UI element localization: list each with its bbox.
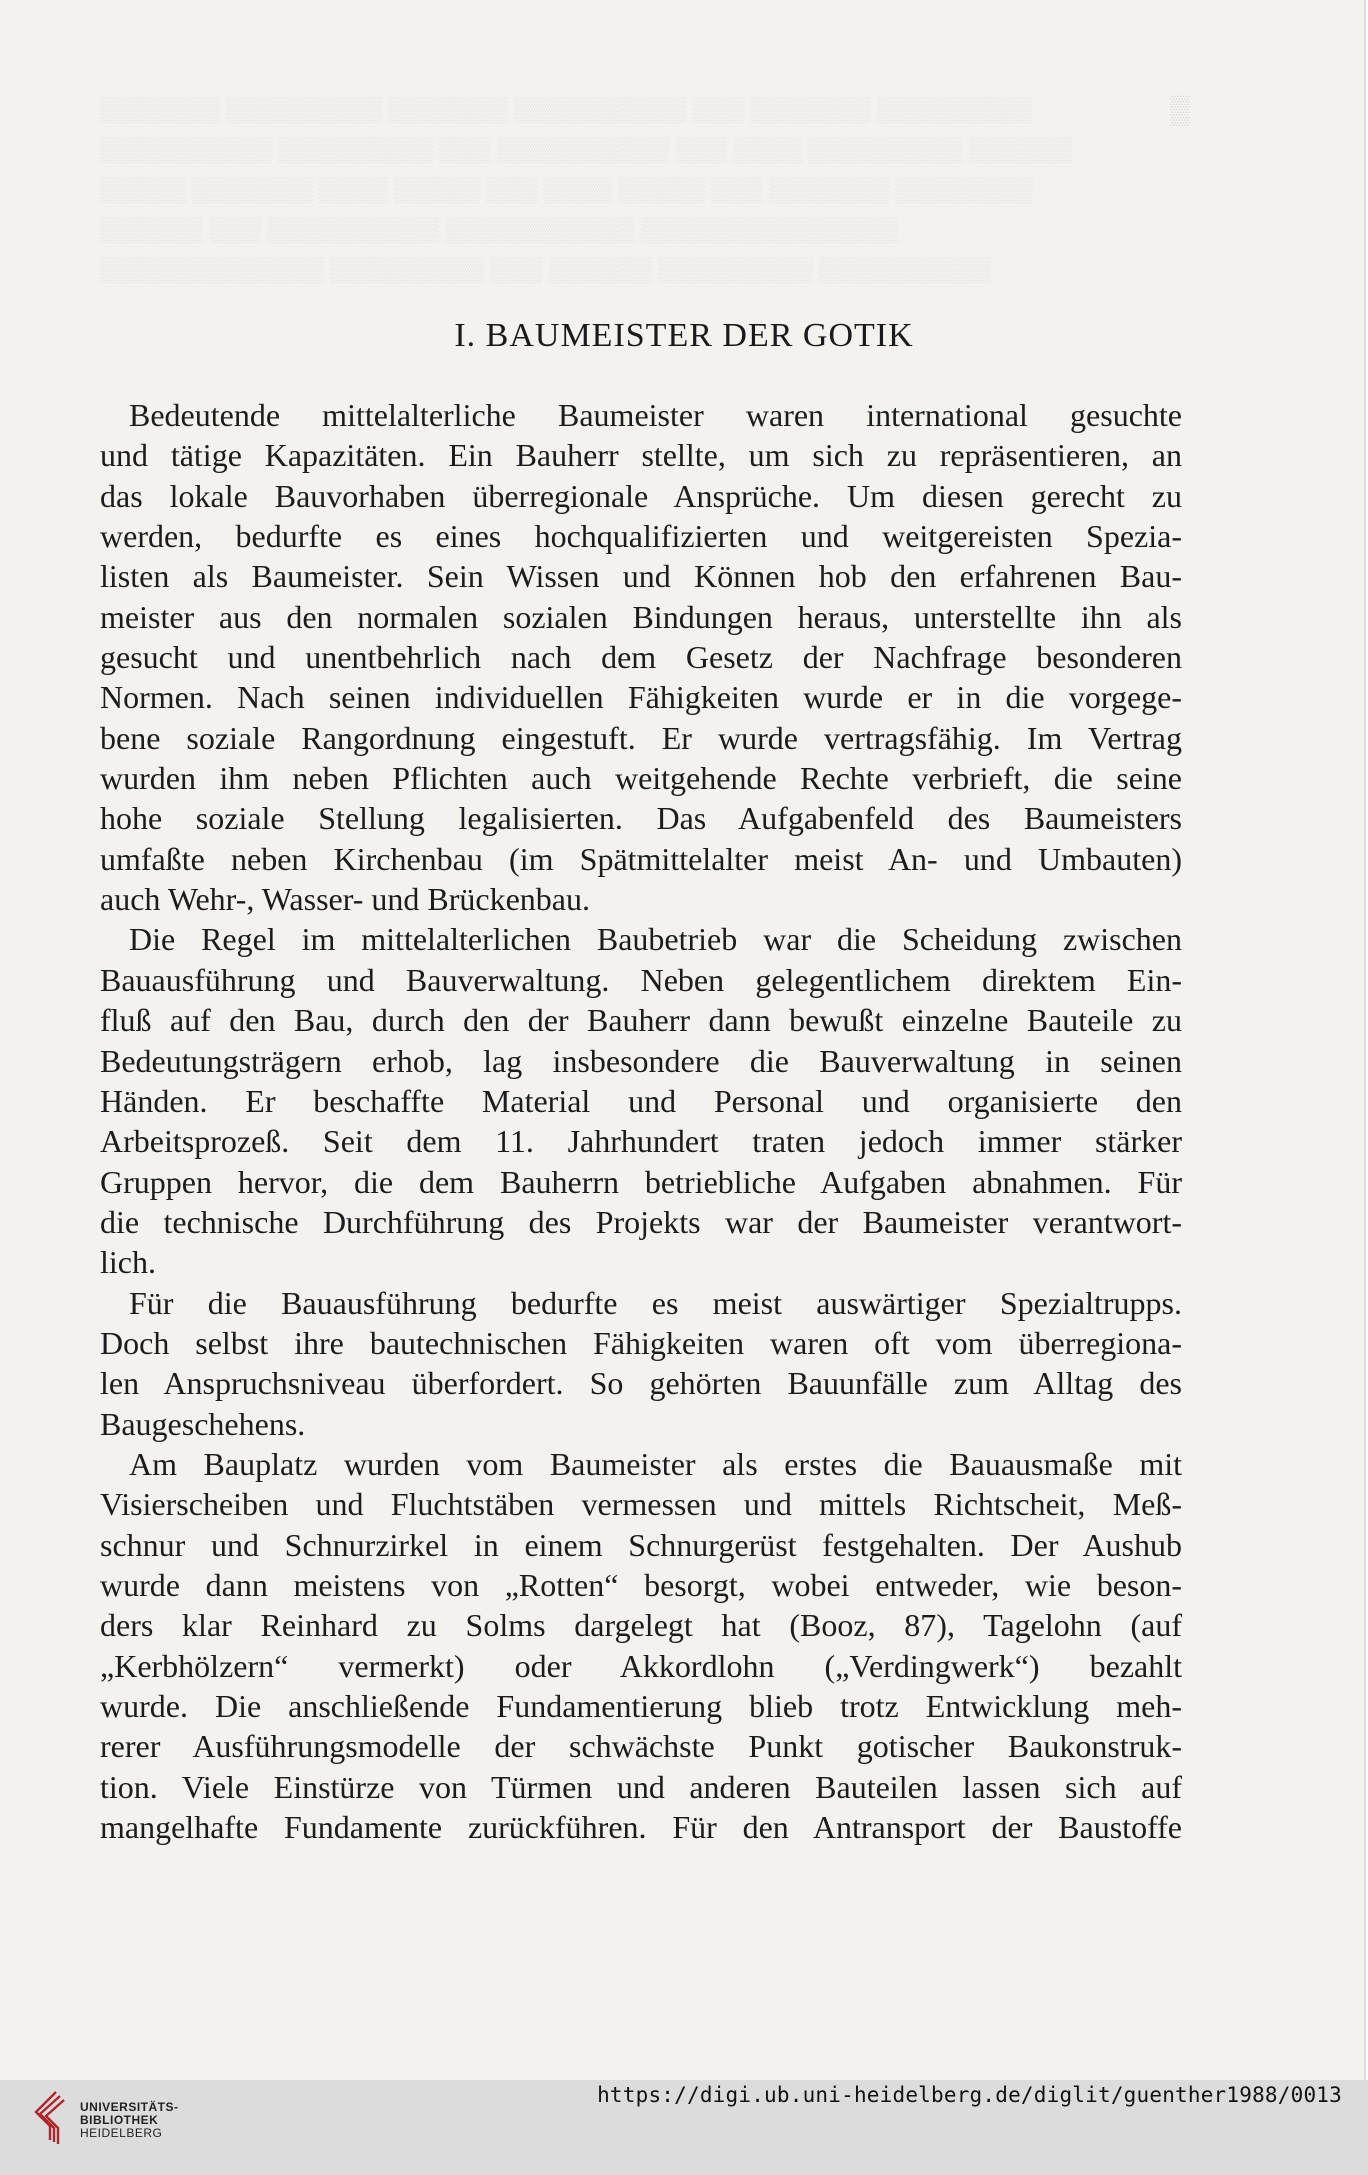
text-line: meister aus den normalen sozialen Bindungen heraus, unterstellte ihn als <box>100 598 1182 635</box>
library-logo-icon <box>30 2082 74 2154</box>
show-through-page-number: ▒ <box>1170 95 1190 126</box>
text-line: tion. Viele Einstürze von Türmen und anderen Bauteilen lassen sich auf <box>100 1768 1182 1805</box>
text-line: Bedeutungsträgern erhob, lag insbesondere die Bauverwaltung in seinen <box>100 1042 1182 1079</box>
text-line: Bedeutende mittelalterliche Baumeister waren international gesuchte <box>129 397 1182 433</box>
text-line: wurde. Die anschließende Fundamentierung blieb trotz Entwicklung meh- <box>100 1688 1182 1724</box>
library-name-line2: BIBLIOTHEK <box>80 2113 159 2127</box>
text-line: len Anspruchsniveau überfordert. So gehörten Bauunfälle zum Alltag des <box>100 1365 1182 1402</box>
text-line: wurden ihm neben Pflichten auch weitgehende Rechte verbrieft, die seine <box>100 760 1182 797</box>
text-line: Gruppen hervor, die dem Bauherrn betriebliche Aufgaben abnahmen. Für <box>100 1163 1182 1200</box>
text-line: „Kerbhölzern“ vermerkt) oder Akkordlohn („Verdingwerk“) bezahlt <box>100 1647 1182 1684</box>
body-text <box>100 395 1182 1847</box>
source-url-link[interactable]: https://digi.ub.uni-heidelberg.de/diglit/guenther1988/0013 <box>597 2083 1342 2107</box>
text-line: Am Bauplatz wurden vom Baumeister als erstes die Bauausmaße mit <box>129 1445 1182 1482</box>
text-line: bene soziale Rangordnung eingestuft. Er wurde vertragsfähig. Im Vertrag <box>100 719 1182 756</box>
library-name <box>80 2101 179 2140</box>
text-line: Normen. Nach seinen individuellen Fähigkeiten wurde er in die vorgege- <box>100 679 1182 716</box>
text-line: listen als Baumeister. Sein Wissen und Können hob den erfahrenen Bau- <box>100 558 1182 595</box>
text-line: hohe soziale Stellung legalisierten. Das Aufgabenfeld des Baumeisters <box>100 800 1182 837</box>
text-line: auch Wehr-, Wasser- und Brückenbau. <box>100 881 590 918</box>
text-line: Doch selbst ihre bautechnischen Fähigkeiten waren oft vom überregiona- <box>100 1324 1182 1361</box>
show-through-text: ▒▒▒▒▒▒▒ ▒▒▒▒▒▒▒▒▒ ▒▒▒▒▒▒▒ ▒▒▒▒▒▒▒▒▒▒ ▒▒▒ ▒▒▒▒▒▒▒ ▒▒▒▒▒▒▒▒▒ ▒▒▒▒▒▒▒▒▒▒ ▒▒▒▒▒▒▒▒▒ ▒▒▒ ▒▒▒▒▒▒▒▒▒▒ ▒▒▒ ▒▒▒▒ ▒▒▒▒▒▒▒▒▒ ▒▒▒▒▒▒ ▒▒▒▒▒ ▒▒▒▒▒▒▒ ▒▒▒▒ ▒▒▒▒▒ ▒▒▒ ▒▒▒▒ ▒▒▒▒▒ ▒▒▒ ▒▒▒▒▒▒▒ ▒▒▒▒▒▒▒▒ ▒▒▒▒▒▒ ▒▒▒ ▒▒▒▒▒▒▒▒▒▒ ▒▒▒▒▒▒▒▒▒▒▒ ▒▒▒▒▒▒▒▒▒▒▒▒▒▒▒ ▒▒▒▒▒▒▒▒▒▒▒▒▒ ▒▒▒▒▒▒▒▒▒ ▒▒▒ ▒▒▒▒▒▒ ▒▒▒▒▒▒▒▒▒ ▒▒▒▒▒▒▒▒▒▒ <box>100 97 1073 283</box>
text-line: gesucht und unentbehrlich nach dem Gesetz der Nachfrage besonderen <box>100 639 1182 676</box>
text-line: schnur und Schnurzirkel in einem Schnurgerüst festgehalten. Der Aushub <box>100 1526 1182 1563</box>
text-line: lich. <box>100 1244 156 1281</box>
text-line: mangelhafte Fundamente zurückführen. Für den Antransport der Baustoffe <box>100 1809 1182 1846</box>
text-line: umfaßte neben Kirchenbau (im Spätmittelalter meist An- und Umbauten) <box>100 840 1182 877</box>
library-name-line3: HEIDELBERG <box>80 2126 163 2140</box>
text-line: das lokale Bauvorhaben überregionale Ansprüche. Um diesen gerecht zu <box>100 477 1182 514</box>
text-line: Arbeitsprozeß. Seit dem 11. Jahrhundert traten jedoch immer stärker <box>100 1123 1182 1160</box>
chapter-title: I. BAUMEISTER DER GOTIK <box>454 317 914 354</box>
text-line: Für die Bauausführung bedurfte es meist auswärtiger Spezialtrupps. <box>129 1284 1182 1321</box>
text-line: werden, bedurfte es eines hochqualifizierten und weitgereisten Spezia- <box>100 518 1182 555</box>
text-line: und tätige Kapazitäten. Ein Bauherr stellte, um sich zu repräsentieren, an <box>100 437 1182 474</box>
text-line: ders klar Reinhard zu Solms dargelegt hat (Booz, 87), Tagelohn (auf <box>100 1607 1182 1644</box>
text-line: Visierscheiben und Fluchtstäben vermessen und mittels Richtscheit, Meß- <box>100 1486 1182 1523</box>
text-line: rerer Ausführungsmodelle der schwächste Punkt gotischer Baukonstruk- <box>100 1728 1182 1765</box>
library-name-line1: UNIVERSITÄTS- <box>80 2100 179 2114</box>
text-line: Händen. Er beschaffte Material und Personal und organisierte den <box>100 1082 1182 1119</box>
text-line: Bauausführung und Bauverwaltung. Neben gelegentlichem direktem Ein- <box>100 961 1182 998</box>
text-line: Baugeschehens. <box>100 1405 306 1442</box>
text-line: wurde dann meistens von „Rotten“ besorgt, wobei entweder, wie beson- <box>100 1566 1182 1603</box>
text-line: fluß auf den Bau, durch den der Bauherr dann bewußt einzelne Bauteile zu <box>100 1002 1182 1039</box>
text-line: die technische Durchführung des Projekts war der Baumeister verantwort- <box>100 1203 1182 1240</box>
text-line: Die Regel im mittelalterlichen Baubetrieb war die Scheidung zwischen <box>129 921 1182 958</box>
